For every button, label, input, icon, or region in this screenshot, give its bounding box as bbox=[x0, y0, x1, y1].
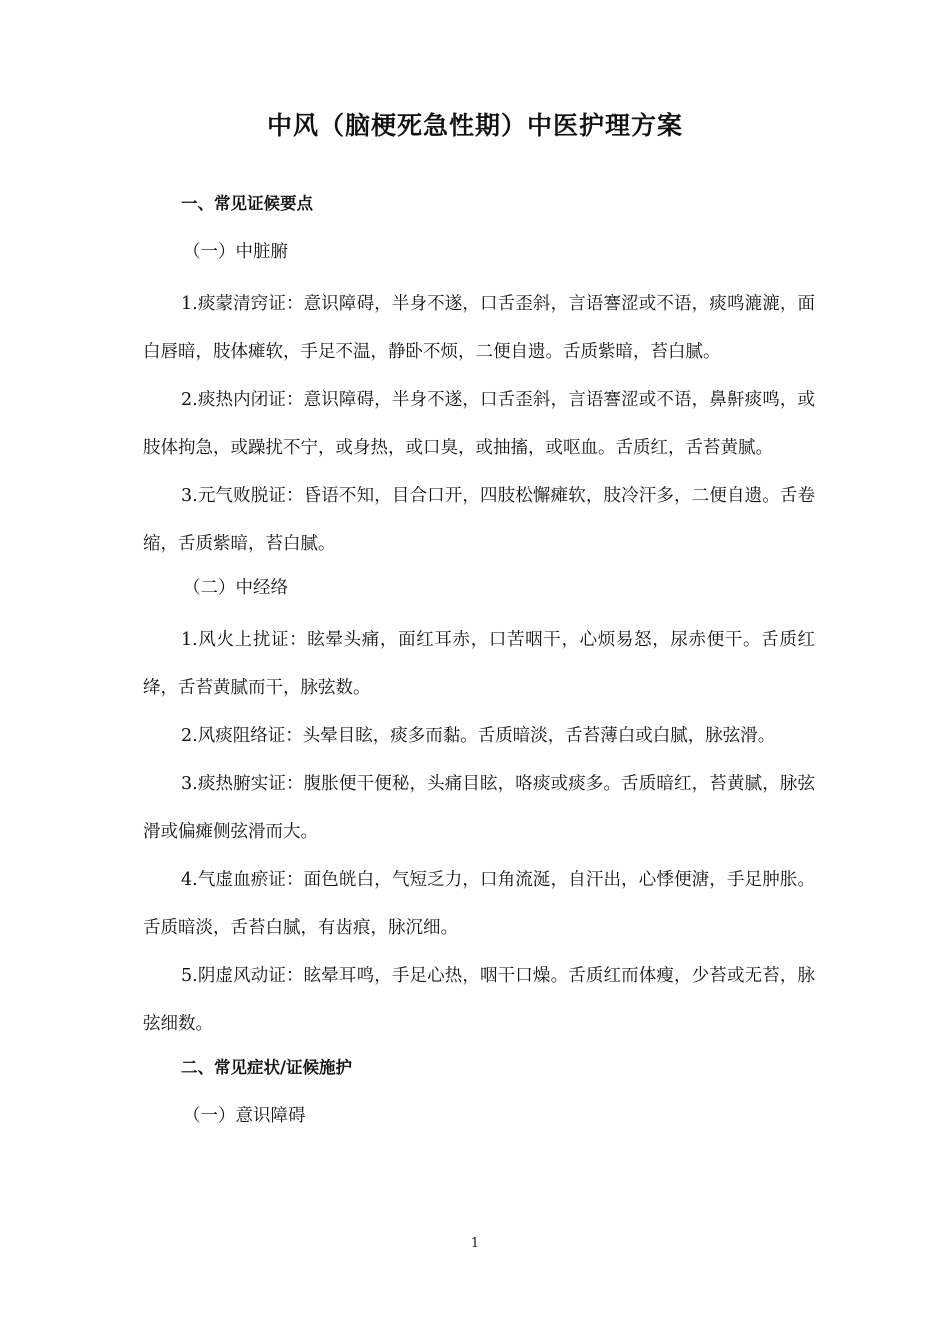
paragraph-yuanqi: 3.元气败脱证：昏语不知，目合口开，四肢松懈瘫软，肢冷汗多，二便自遗。舌卷缩，舌质紫暗，苔白腻。 bbox=[143, 486, 815, 554]
paragraph-tanre: 2.痰热内闭证：意识障碍，半身不遂，口舌歪斜，言语謇涩或不语，鼻鼾痰鸣，或肢体拘急，或躁扰不宁，或身热，或口臭，或抽搐，或呕血。舌质红，舌苔黄腻。 bbox=[143, 390, 815, 458]
subsection-heading-zhongjingluo: （二）中经络 bbox=[183, 578, 288, 598]
subsection-heading-yishi: （一）意识障碍 bbox=[183, 1106, 306, 1126]
paragraph-fengtan: 2.风痰阻络证：头晕目眩，痰多而黏。舌质暗淡，舌苔薄白或白腻，脉弦滑。 bbox=[181, 726, 776, 746]
section-heading-1: 一、常见证候要点 bbox=[181, 194, 313, 213]
document-body bbox=[143, 184, 815, 1144]
section-heading-2: 二、常见症状/证候施护 bbox=[181, 1058, 353, 1077]
paragraph-tanmeng: 1.痰蒙清窍证：意识障碍，半身不遂，口舌歪斜，言语謇涩或不语，痰鸣漉漉，面白唇暗，肢体瘫软，手足不温，静卧不烦，二便自遗。舌质紫暗，苔白腻。 bbox=[143, 294, 815, 362]
paragraph-yinxu: 5.阴虚风动证：眩晕耳鸣，手足心热，咽干口燥。舌质红而体瘦，少苔或无苔，脉弦细数。 bbox=[143, 966, 815, 1034]
paragraph-tanrefu: 3.痰热腑实证：腹胀便干便秘，头痛目眩，咯痰或痰多。舌质暗红，苔黄腻，脉弦滑或偏瘫侧弦滑而大。 bbox=[143, 774, 815, 842]
document-title: 中风（脑梗死急性期）中医护理方案 bbox=[266, 111, 683, 140]
page-number: 1 bbox=[470, 1236, 480, 1251]
subsection-heading-zhongzangfu: （一）中脏腑 bbox=[183, 242, 288, 262]
paragraph-fenghuo: 1.风火上扰证：眩晕头痛，面红耳赤，口苦咽干，心烦易怒，尿赤便干。舌质红绛，舌苔黄腻而干，脉弦数。 bbox=[143, 630, 815, 698]
paragraph-qixu: 4.气虚血瘀证：面色㿠白，气短乏力，口角流涎，自汗出，心悸便溏，手足肿胀。舌质暗淡，舌苔白腻，有齿痕，脉沉细。 bbox=[143, 870, 815, 938]
